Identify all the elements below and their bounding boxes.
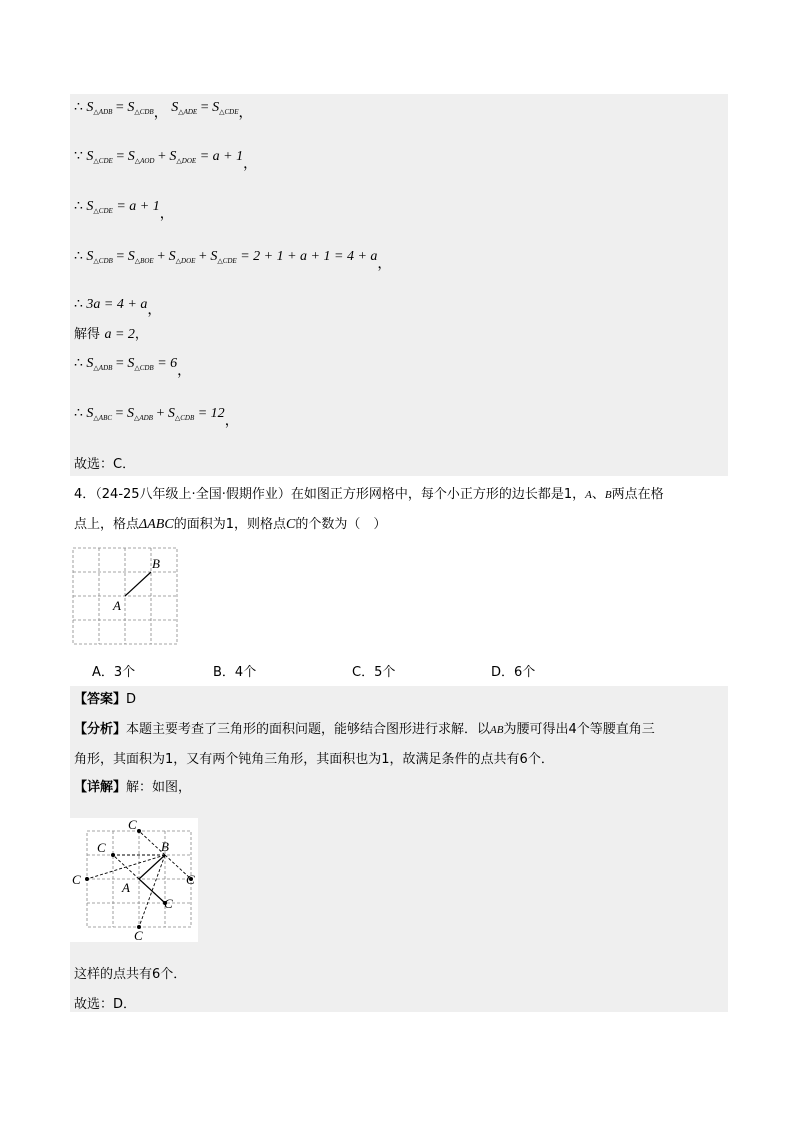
conclusion: 这样的点共有6个．	[74, 967, 187, 982]
segment-ab	[125, 572, 151, 596]
label-b: B	[152, 556, 160, 571]
label-c-right: C	[186, 872, 195, 887]
prev-choice: 故选：C．	[74, 457, 136, 472]
option-b[interactable]: B．4个	[213, 665, 257, 680]
solution-line-5: ∴ 3a = 4 + a，	[74, 297, 162, 318]
solution-line-4: ∴ $S_{\triangle CDB} = S_{\triangle BOE} + S_{\triangle DOE} + S_{\triangle CDE} = 2 + 1 + a + 1 = 4 + a$，	[74, 249, 392, 272]
option-d[interactable]: D．6个	[491, 665, 536, 680]
solution-line-1: ∴ $S_{\triangle ADB} = S_{\triangle CDB}$， $S_{\triangle ADE} = S_{\triangle CDE}$，	[74, 100, 253, 121]
question-4-stem: 4．（24-25八年级上·全国·假期作业）在如图正方形网格中，每个小正方形的边长都是1，A、B两点在格 点上，格点ΔABC的面积为1，则格点C的个数为（ ）	[74, 487, 664, 532]
option-a[interactable]: A．3个	[92, 665, 136, 680]
solution-line-8: ∴ $S_{\triangle ABC} = S_{\triangle ADB} + S_{\triangle CDB} = 12$，	[74, 406, 239, 429]
label-a-answer: A	[122, 880, 130, 895]
solution-line-7: ∴ $S_{\triangle ADB} = S_{\triangle CDB} = 6$，	[74, 356, 192, 379]
answer-grid-figure	[70, 818, 200, 943]
label-c-bottom: C	[134, 928, 143, 943]
solution-line-2: ∵ $S_{\triangle CDE} = S_{\triangle AOD} + S_{\triangle DOE} = a + 1$，	[74, 149, 258, 172]
option-c[interactable]: C．5个	[352, 665, 396, 680]
label-a: A	[113, 598, 121, 613]
answer-line: 【答案】D	[74, 692, 137, 707]
analysis-text: 【分析】本题主要考查了三角形的面积问题，能够结合图形进行求解．以AB为腰可得出4个等腰直角三 角形，其面积为1，又有两个钝角三角形，其面积也为1，故满足条件的点共有6个．	[74, 722, 655, 767]
question-grid-figure	[70, 546, 180, 646]
answer-choice: 故选：D．	[74, 997, 137, 1012]
solution-line-6: 解得 a = 2，	[74, 327, 148, 342]
label-b-answer: B	[161, 839, 169, 854]
solution-line-3: ∴ $S_{\triangle CDE} = a + 1$，	[74, 199, 174, 222]
label-c-top: C	[128, 818, 137, 832]
detail-line: 【详解】解：如图，	[74, 780, 192, 795]
label-c-left: C	[72, 872, 81, 887]
label-c-lower: C	[164, 896, 173, 911]
label-c-upper-left: C	[97, 840, 106, 855]
